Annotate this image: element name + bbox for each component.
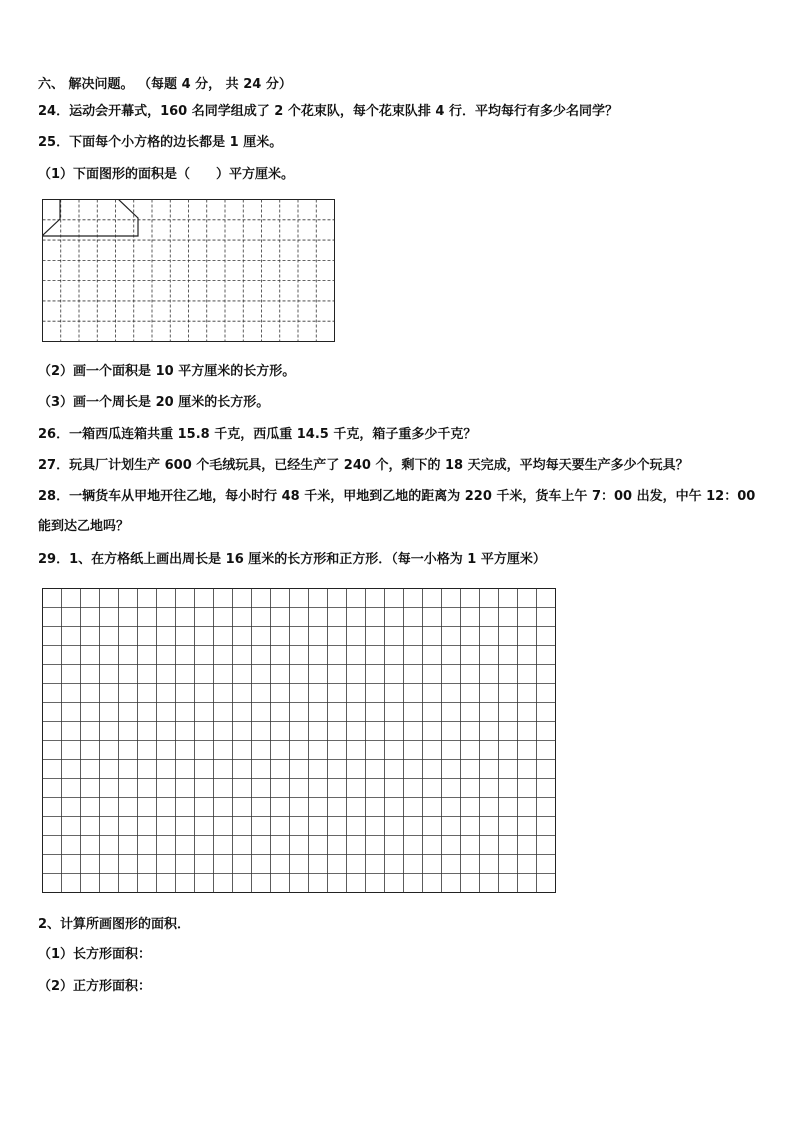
section-heading: 六、 解决问题。 （每题 4 分， 共 24 分） bbox=[38, 77, 292, 92]
question-28-line-2: 能到达乙地吗？ bbox=[38, 519, 130, 534]
question-25-part-3: （3）画一个周长是 20 厘米的长方形。 bbox=[38, 395, 270, 410]
question-27: 27．玩具厂计划生产 600 个毛绒玩具，已经生产了 240 个，剩下的 18 天完成，平均每天要生产多少个玩具？ bbox=[38, 458, 689, 473]
dashed-grid-figure bbox=[42, 199, 336, 343]
grid1-shape bbox=[42, 199, 138, 236]
grid1-lines bbox=[43, 200, 335, 342]
question-25-part-1: （1）下面图形的面积是（ ）平方厘米。 bbox=[38, 167, 295, 182]
question-24: 24．运动会开幕式，160 名同学组成了 2 个花束队，每个花束队排 4 行．平均每行有多少名同学？ bbox=[38, 104, 618, 119]
question-29-part-2: 2、计算所画图形的面积． bbox=[38, 917, 191, 932]
question-25: 25．下面每个小方格的边长都是 1 厘米。 bbox=[38, 135, 283, 150]
question-29: 29．1、在方格纸上画出周长是 16 厘米的长方形和正方形．（每一小格为 1 平方厘米） bbox=[38, 552, 546, 567]
rectangle-area-line: （1）长方形面积： bbox=[38, 947, 152, 962]
question-26: 26．一箱西瓜连箱共重 15.8 千克，西瓜重 14.5 千克，箱子重多少千克？ bbox=[38, 427, 477, 442]
grid2-lines bbox=[43, 589, 556, 893]
square-area-line: （2）正方形面积： bbox=[38, 979, 152, 994]
question-25-part-2: （2）画一个面积是 10 平方厘米的长方形。 bbox=[38, 364, 296, 379]
question-28-line-1: 28．一辆货车从甲地开往乙地，每小时行 48 千米，甲地到乙地的距离为 220 千米，货车上午 7：00 出发，中午 12：00 bbox=[38, 489, 756, 504]
solid-grid-figure bbox=[42, 588, 557, 894]
dashed-grid bbox=[42, 199, 336, 343]
solid-grid bbox=[42, 588, 557, 894]
